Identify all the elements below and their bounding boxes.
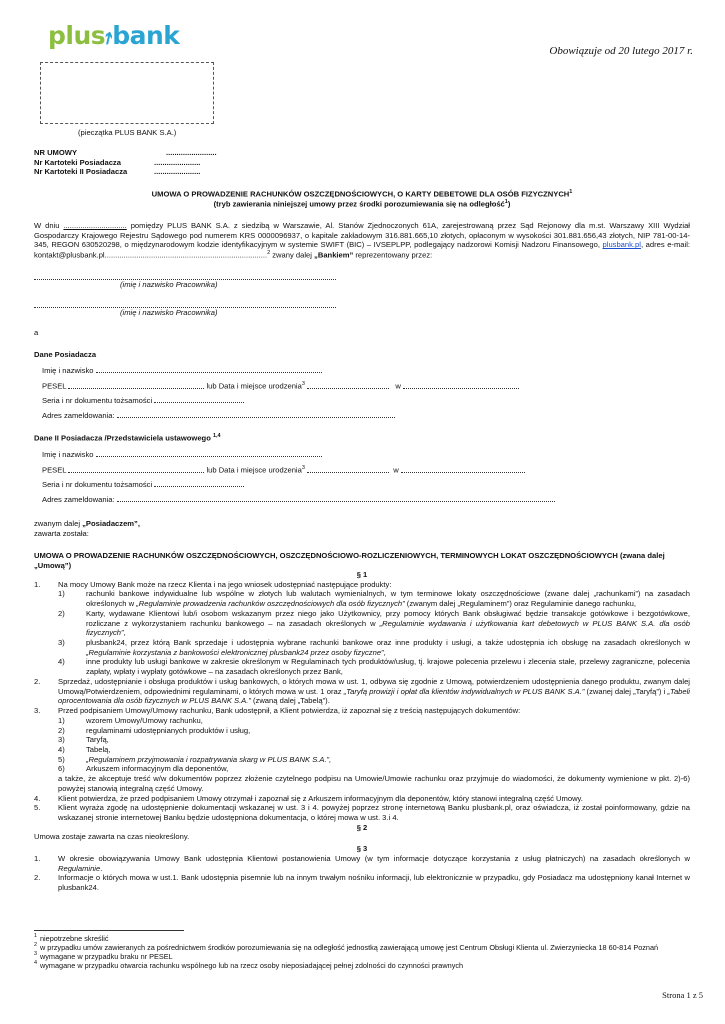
holder-file-label: Nr Kartoteki Posiadacza bbox=[34, 157, 121, 167]
holder1-id-row: Seria i nr dokumentu tożsamości bbox=[42, 396, 244, 406]
holder2-address-row: Adres zameldowania: bbox=[42, 495, 555, 505]
contract-number-label: NR UMOWY bbox=[34, 148, 78, 157]
holder2-pesel-field[interactable] bbox=[68, 466, 204, 473]
contract-ids bbox=[34, 148, 217, 177]
holder2-pesel-row: PESEL lub Data i miejsce urodzenia$^3$ w bbox=[42, 465, 525, 475]
s1-item-3: 3. Przed podpisaniem Umowy/Umowy rachunku, Bank udostępnił, a Klient potwierdza, iż zapoznał się z treścią następujących dokumentów: bbox=[34, 706, 521, 716]
s1-item-5: 5. Klient wyraża zgodę na udostępnienie dokumentacji wskazanej w ust. 3 i 4. powyżej poprzez stronę internetową Banku plusbank.pl, oraz oświadcza, iż został poinformowany, gdzie na wskazanej stronie internetowej Banku będzie udostępniona dokumentacja, o której mowa w ust. 3.i 4. bbox=[34, 803, 690, 822]
document-title: UMOWA O PROWADZENIE RACHUNKÓW OSZCZĘDNOŚCIOWYCH, O KARTY DEBETOWE DLA OSÓB FIZYCZNYCH$^1$ (tryb zawierania niniejszej umowy przez środki porozumiewania się na odległość$^1$) bbox=[151, 189, 573, 209]
footnote-4: 4 wymagane w przypadku otwarcia rachunku wspólnego lub na rzecz osoby nieposiadającej pełnej zdolności do czynności prawnych bbox=[34, 959, 464, 970]
holder1-pesel-field[interactable] bbox=[68, 382, 204, 389]
holder2-id-row: Seria i nr dokumentu tożsamości bbox=[42, 480, 244, 490]
holder1-birthdate-field[interactable] bbox=[307, 382, 389, 389]
employee-1-field[interactable] bbox=[34, 272, 336, 280]
holder2-name-field[interactable] bbox=[96, 450, 322, 457]
employee-1: (imię i nazwisko Pracownika) bbox=[34, 272, 690, 290]
footnote-rule bbox=[34, 930, 184, 931]
plusbank-link[interactable]: plusbank.pl bbox=[602, 240, 641, 250]
employee-2: (imię i nazwisko Pracownika) bbox=[34, 300, 690, 318]
holder1-address-row: Adres zameldowania: bbox=[42, 411, 395, 421]
holder2-id-field[interactable] bbox=[154, 480, 244, 487]
s1-3-sub-2: 2) regulaminami udostępnianych produktów i usług, bbox=[58, 725, 251, 735]
section-3-heading: § 3 bbox=[356, 844, 368, 854]
s1-sub-4: 4) inne produkty lub usługi bankowe w zakresie określonym w Regulaminach tych produktów/usług, tj. krajowe polecenia przelewu i zlecenia stałe, przelewy zagraniczne, polecenia zapłaty, wpłaty i wypłaty gotówkowe – na zasadach określonych przez Bank, bbox=[58, 657, 690, 677]
s1-item-4: 4. Klient potwierdza, że przed podpisaniem Umowy otrzymał i zapoznał się z Arkuszem informacyjnym dla deponentów, który stanowi integralną część Umowy. bbox=[34, 793, 583, 803]
holder1-id-field[interactable] bbox=[154, 396, 244, 403]
holder1-heading: Dane Posiadacza bbox=[34, 350, 97, 359]
s1-3-sub-5: 5) „Regulaminem przyjmowania i rozpatrywania skarg w PLUS BANK S.A.”, bbox=[58, 754, 332, 764]
s1-3-after: a także, że akceptuje treść w/w dokumentów poprzez złożenie czytelnego podpisu na Umowie/Umowie rachunku oraz przyjmuje do wiadomości, że dokumenty wymienione w pkt. 2)-6) powyżej stanowią integralną część Umowy. bbox=[58, 774, 690, 793]
holder2-heading: Dane II Posiadacza /Przedstawiciela ustawowego $^{1,4}$ bbox=[34, 433, 221, 443]
section-1-heading: § 1 bbox=[356, 570, 368, 579]
s2-text: Umowa zostaje zawarta na czas nieokreślony. bbox=[34, 832, 190, 842]
s1-sub-1: 1) rachunki bankowe indywidualne lub wspólne w złotych lub walutach wymienialnych, w tym terminowe lokaty oszczędnościowe (zwane dalej „rachunkami”) na zasadach określonych w „Regulaminie prowadzenia rachunków oszczędnościowych dla osób fizycznych” (zwanym dalej „Regulaminem”) oraz Regulaminie danego rachunku, bbox=[58, 589, 690, 609]
s3-item-2: 2. Informacje o których mowa w ust.1. Bank udostępnia pisemnie lub na innym trwałym nośniku informacji, lub elektronicznie w przypadku, gdy Posiadacz ma udostępniony kanał Internet w plusbank24. bbox=[34, 873, 690, 892]
section-2-heading: § 2 bbox=[356, 822, 368, 832]
stamp-label: (pieczątka PLUS BANK S.A.) bbox=[78, 128, 177, 137]
holder2-file-field[interactable]: ...................... bbox=[154, 167, 201, 176]
holder2-birthplace-field[interactable] bbox=[401, 466, 525, 473]
contract-number-field[interactable]: ........................ bbox=[166, 148, 217, 157]
holder-file-field[interactable]: ...................... bbox=[154, 157, 201, 167]
date-field[interactable]: .............................. bbox=[63, 221, 127, 230]
plus-bank-logo: plus⭎bank bbox=[48, 21, 180, 50]
s1-3-sub-6: 6) Arkuszem informacyjnym dla deponentów, bbox=[58, 764, 229, 774]
agreement-title: UMOWA O PROWADZENIE RACHUNKÓW OSZCZĘDNOŚCIOWYCH, OSZCZĘDNOŚCIOWO-ROZLICZENIOWYCH, TERMINOWYCH LOKAT OSZCZĘDNOŚCIOWYCH (zwana dalej „Umową”) bbox=[34, 551, 665, 570]
s1-sub-3: 3) plusbank24, przez którą Bank sprzedaje i udostępnia wybrane rachunki bankowe oraz inne produkty i usługi, a także udostępnia ich obsługę na zasadach określonych w „Regulaminie korzystania z bankowości elektronicznej plusbank24 przez osoby fizyczne”, bbox=[58, 638, 690, 657]
employee-2-field[interactable] bbox=[34, 300, 336, 308]
holder1-name-row: Imię i nazwisko bbox=[42, 366, 322, 376]
s1-item-1: 1. Na mocy Umowy Bank może na rzecz Klienta i na jego wniosek udostępniać następujące produkty: bbox=[34, 579, 392, 589]
footnote-2: 2 w przypadku umów zawieranych za pośrednictwem środków porozumiewania się na odległość jednostką zawierającą umowę jest Centrum Obsługi Klienta ul. Zwierzyniecka 18 60-814 Poznań bbox=[34, 941, 659, 952]
holder2-file-label: Nr Kartoteki II Posiadacza bbox=[34, 167, 128, 176]
intro-paragraph: W dniu .............................. pomiędzy PLUS BANK S.A. z siedzibą w Warszawie, Al. Stanów Zjednoczonych 61A, zarejestrowaną przez Sąd Rejonowy dla m.st. Warszawy XIII Wydział Gospodarczy Krajowego Rejestru Sądowego pod numerem KRS 0000096937, o kapitale zakładowym 316.881.665,10 złotych, opłaconym w wysokości 301.881.656,43 złotych, NIP 781-00-14-345, REGON 630520298, o międzynarodowym kodzie identyfikacyjnym w systemie SWIFT (BIC) – IVSEPLPP, podlegający nadzorowi Komisji Nadzoru Finansowego, plusbank.pl, adres e-mail: kontakt@plusbank.pl.............................................................................$^2$ zwany dalej „Bankiem” reprezentowany przez: bbox=[34, 221, 690, 260]
logo-symbol-icon: ⭎ bbox=[105, 25, 113, 50]
s3-item-1: 1. W okresie obowiązywania Umowy Bank udostępnia Klientowi postanowienia Umowy (w tym informacje dotyczące korzystania z usług płatniczych) na zasadach określonych w Regulaminie. bbox=[34, 853, 690, 873]
footnote-3: 3 wymagane w przypadku braku nr PESEL bbox=[34, 950, 173, 961]
s1-3-sub-4: 4) Tabelą, bbox=[58, 744, 111, 754]
holder1-pesel-row: PESEL lub Data i miejsce urodzenia$^3$ w bbox=[42, 381, 519, 391]
agreement-body bbox=[34, 570, 690, 893]
called-text: zwanym dalej „Posiadaczem”, zawarta została: bbox=[34, 519, 140, 538]
s1-sub-2: 2) Karty, wydawane Klientowi lub/i osobom wskazanym przez niego jako Użytkownicy, przy pomocy których Bank obsługiwać będzie transakcje gotówkowe i bezgotówkowe, rozliczane z wykorzystaniem rachunku bankowego – na zasadach określonych w „Regulaminie wydawania i użytkowania kart debetowych w PLUS BANK S.A. dla osób fizycznych”, bbox=[58, 608, 690, 638]
footnotes bbox=[34, 935, 690, 971]
footnote-1: 1 niepotrzebne skreślić bbox=[34, 933, 109, 943]
s1-3-sub-1: 1) wzorem Umowy/Umowy rachunku, bbox=[58, 715, 203, 725]
s1-item-2: 2. Sprzedaż, udostępnianie i obsługa produktów i usług bankowych, o których mowa w ust. 1, odbywa się zgodnie z Umową, potwierdzeniem udostępnienia danego produktu, zwanym dalej Umową/Potwierdzeniem, odpowiednimi regulaminami, o których mowa w ust. 1 oraz „Taryfą prowizji i opłat dla klientów indywidualnych w PLUS BANK S.A.” (zwanej dalej „Taryfą”) i „Tabeli oprocentowania dla osób fizycznych w PLUS BANK S.A.” (zwaną dalej „Tabelą”). bbox=[34, 676, 690, 706]
s1-3-sub-3: 3) Taryfą, bbox=[58, 735, 109, 745]
page-number: Strona 1 z 5 bbox=[662, 990, 703, 1000]
holder1-name-field[interactable] bbox=[96, 366, 322, 373]
holder2-address-field[interactable] bbox=[117, 495, 555, 502]
holder1-address-field[interactable] bbox=[117, 411, 395, 418]
holder1-birthplace-field[interactable] bbox=[403, 382, 519, 389]
effective-date: Obowiązuje od 20 lutego 2017 r. bbox=[549, 45, 693, 57]
and-label: a bbox=[34, 328, 39, 337]
holder2-name-row: Imię i nazwisko bbox=[42, 450, 322, 460]
stamp-box bbox=[40, 62, 214, 124]
holder2-birthdate-field[interactable] bbox=[307, 466, 389, 473]
